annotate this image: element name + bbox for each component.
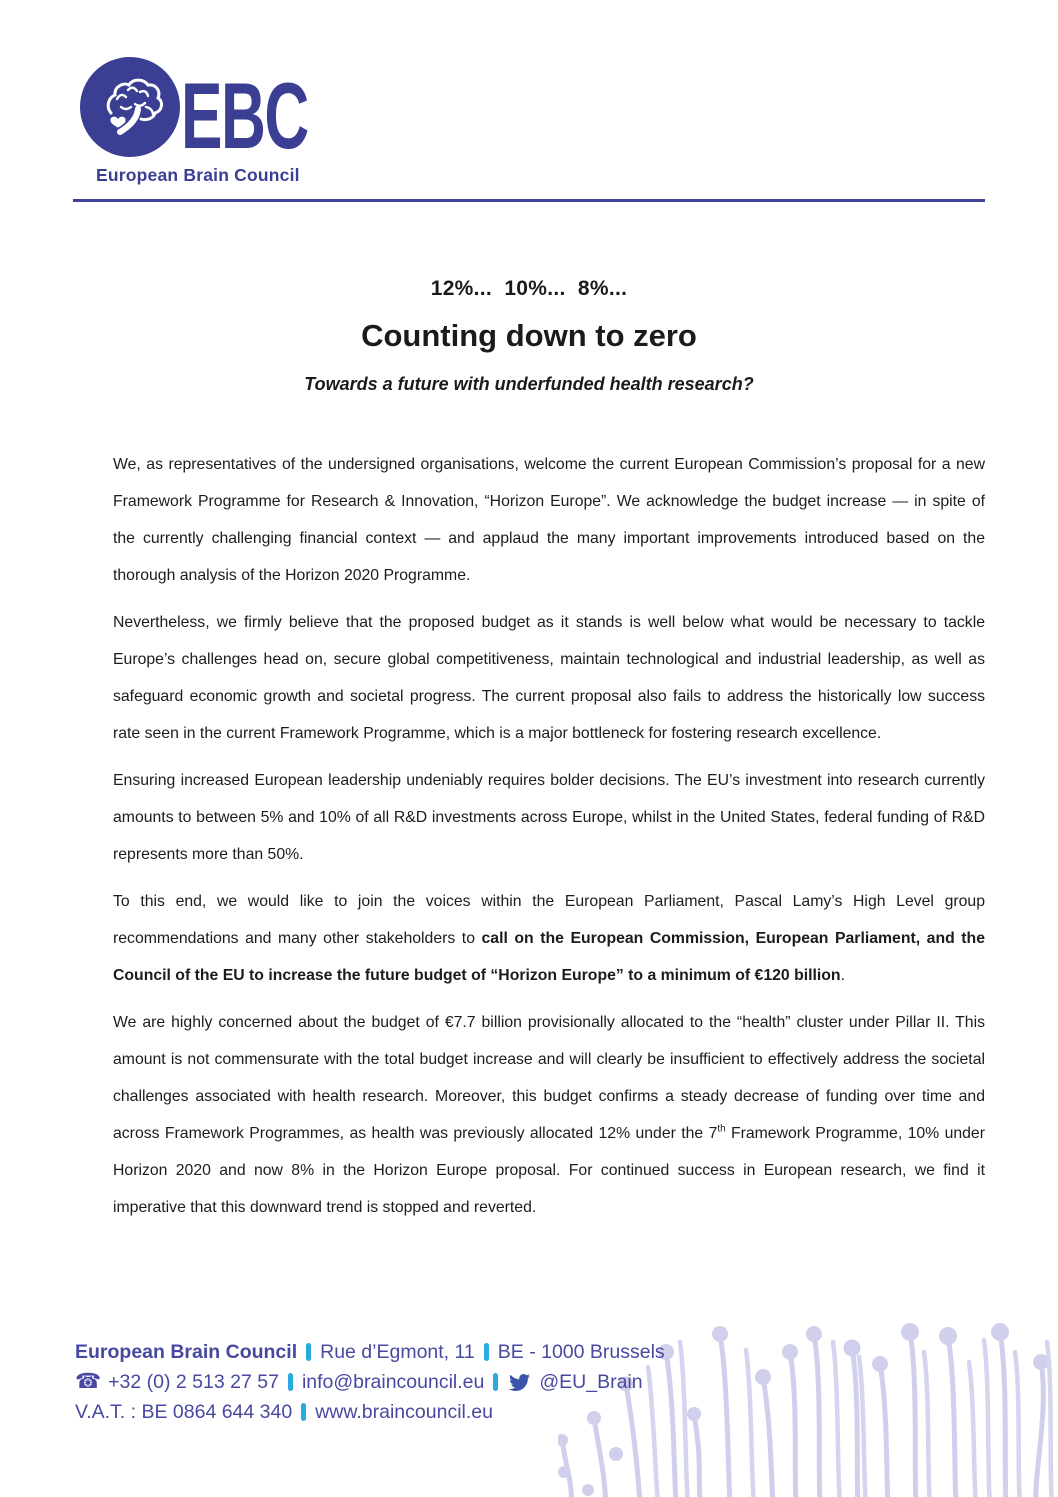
org-name: European Brain Council xyxy=(75,1341,298,1363)
ebc-logo xyxy=(80,57,180,157)
footer-line-vat xyxy=(75,1397,665,1427)
brain-icon xyxy=(80,57,180,157)
separator-icon xyxy=(484,1343,489,1361)
letter-body xyxy=(113,446,985,1236)
kicker-percentages: 12%... 10%... 8%... xyxy=(430,277,628,300)
separator-icon xyxy=(301,1403,306,1421)
logo-tagline: European Brain Council xyxy=(96,165,300,185)
paragraph: Nevertheless, we firmly believe that the proposed budget as it stands is well below what would be necessary to tackle Europe’s challenges head on, secure global competitiveness, maintain technological and industrial leadership, as well as safeguard economic growth and societal progress. The current proposal also fails to address the historically low success rate seen in the current Framework Programme, which is a major bottleneck for fostering research excellence. xyxy=(113,614,985,742)
footer xyxy=(75,1337,665,1427)
paragraph: Ensuring increased European leadership undeniably requires bolder decisions. The EU’s investment into research currently amounts to between 5% and 10% of all R&D investments across Europe, whilst in the United States, federal funding of R&D represents more than 50%. xyxy=(113,772,985,863)
city: BE - 1000 Brussels xyxy=(497,1341,665,1363)
website-link[interactable]: www.braincouncil.eu xyxy=(315,1401,493,1423)
separator-icon xyxy=(288,1373,293,1391)
page-title: Counting down to zero xyxy=(361,318,697,353)
title-block xyxy=(0,277,1058,395)
email-link[interactable]: info@braincouncil.eu xyxy=(301,1371,485,1393)
footer-line-address xyxy=(75,1337,665,1367)
footer-line-contact xyxy=(75,1367,665,1397)
paragraph: To this end, we would like to join the voices within the European Parliament, Pascal Lamy’s High Level group recommendations and many other stakeholders to call on the European Commission, European Parliament, and the Council of the EU to increase the future budget of “Horizon Europe” to a minimum of €120 billion. xyxy=(113,893,985,984)
twitter-handle-link[interactable]: @EU_Brain xyxy=(539,1371,643,1393)
twitter-icon xyxy=(507,1372,532,1393)
logo-acronym: EBC xyxy=(181,62,308,169)
subtitle: Towards a future with underfunded health research? xyxy=(304,374,754,394)
separator-icon xyxy=(493,1373,498,1391)
paragraph: We, as representatives of the undersigned organisations, welcome the current European Commission’s proposal for a new Framework Programme for Research & Innovation, “Horizon Europe”. We acknowledge the budget increase — in spite of the currently challenging financial context — and applaud the many important improvements introduced based on the thorough analysis of the Horizon 2020 Programme. xyxy=(113,456,985,584)
street-address: Rue d’Egmont, 11 xyxy=(320,1341,475,1363)
separator-icon xyxy=(306,1343,311,1361)
phone-icon: ☎ xyxy=(75,1370,102,1393)
paragraph: We are highly concerned about the budget of €7.7 billion provisionally allocated to the “health” cluster under Pillar II. This amount is not commensurate with the total budget increase and will clearly be insufficient to effectively address the societal challenges associated with health research. Moreover, this budget confirms a steady decrease of funding over time and across Framework Programmes, as health was previously allocated 12% under the 7th Framework Programme, 10% under Horizon 2020 and now 8% in the Horizon Europe proposal. For continued success in European research, we find it imperative that this downward trend is stopped and reverted. xyxy=(113,1014,985,1216)
vat-number: V.A.T. : BE 0864 644 340 xyxy=(75,1401,293,1423)
header-divider xyxy=(73,199,985,202)
phone-number: +32 (0) 2 513 27 57 xyxy=(108,1371,279,1393)
